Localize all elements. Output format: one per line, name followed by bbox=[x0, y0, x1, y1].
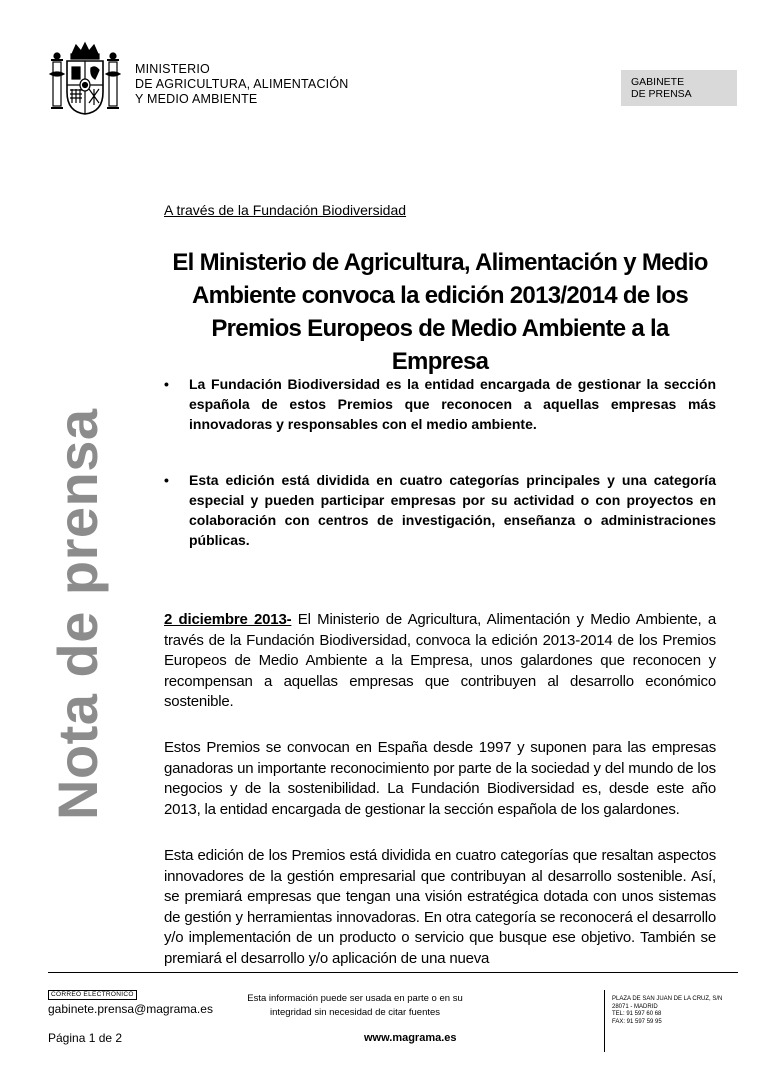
address-line: FAX: 91 597 59 95 bbox=[612, 1018, 662, 1025]
press-release-side-label: Nota de prensa bbox=[46, 408, 109, 820]
postal-address bbox=[612, 996, 722, 1026]
email-label: CORREO ELECTRÓNICO bbox=[48, 990, 137, 1000]
ministry-line: Y MEDIO AMBIENTE bbox=[135, 92, 258, 106]
website-link[interactable]: www.magrama.es bbox=[364, 1032, 457, 1044]
address-line: 28071 - MADRID bbox=[612, 1003, 658, 1010]
body-paragraph-text: El Ministerio de Agricultura, Alimentación y Medio Ambiente, a través de la Fundación Biodiversidad, convoca la edición 2013-2014 de los Premios Europeos de Medio Ambiente a la Empresa, unos galardones que reconocen y recompensan a aquellas empresas que contribuyen al desarrollo económico sostenible. bbox=[164, 611, 716, 710]
address-line: PLAZA DE SAN JUAN DE LA CRUZ, S/N bbox=[612, 996, 723, 1002]
usage-notice: Esta información puede ser usada en parte o en su integridad sin necesidad de citar fuentes bbox=[247, 993, 463, 1018]
kicker-heading: A través de la Fundación Biodiversidad bbox=[164, 202, 407, 218]
footer-divider bbox=[48, 972, 738, 973]
contact-email-link[interactable]: gabinete.prensa@magrama.es bbox=[48, 1002, 213, 1016]
body-paragraph: Estos Premios se convocan en España desde 1997 y suponen para las empresas ganadoras un importante reconocimiento por parte de la sociedad y del mundo de los negocios y de la sostenibilidad. La Fundación Biodiversidad es, desde este año 2013, la entidad encargada de gestionar la sección española de los galardones. bbox=[164, 739, 716, 818]
summary-bullet bbox=[164, 470, 716, 550]
page-number: Página 1 de 2 bbox=[48, 1031, 123, 1045]
body-paragraph bbox=[164, 610, 716, 713]
footer-vertical-divider bbox=[604, 990, 605, 1052]
ministry-line: MINISTERIO bbox=[135, 62, 210, 76]
coat-of-arms-icon bbox=[48, 40, 122, 118]
bullet-icon: • bbox=[164, 472, 169, 488]
summary-bullet bbox=[164, 374, 716, 434]
summary-bullet-text: La Fundación Biodiversidad es la entidad encargada de gestionar la sección española de estos Premios que reconocen a aquellas empresas más innovadoras y responsables con el medio ambiente. bbox=[189, 376, 716, 432]
press-office-line: DE PRENSA bbox=[631, 88, 692, 100]
address-line: TEL: 91 597 60 68 bbox=[612, 1011, 662, 1017]
body-paragraph: Esta edición de los Premios está dividida en cuatro categorías que resaltan aspectos innovadores de la gestión empresarial que contribuyan al desarrollo sostenible. Así, se premiará empresas que tengan una visión estratégica dotada con unos sistemas de gestión y herramientas innovadoras. En otra categoría se reconocerá el desarrollo y/o implementación de un producto o servicio que busque ese objetivo. También se premiará el desarrollo y/o aplicación de una nueva bbox=[164, 847, 716, 967]
ministry-name bbox=[135, 62, 349, 107]
bullet-icon: • bbox=[164, 376, 169, 392]
press-office-line: GABINETE bbox=[631, 76, 685, 88]
summary-bullet-text: Esta edición está dividida en cuatro categorías principales y una categoría especial y pueden participar empresas por su actividad o con proyectos en colaboración con centros de investigación, enseñanza o administraciones públicas. bbox=[189, 472, 716, 548]
dateline: 2 diciembre 2013- bbox=[164, 611, 292, 628]
press-office-box bbox=[621, 70, 737, 106]
headline: El Ministerio de Agricultura, Alimentación y Medio Ambiente convoca la edición 2013/2014 de los Premios Europeos de Medio Ambiente a la Empresa bbox=[172, 249, 708, 375]
ministry-line: DE AGRICULTURA, ALIMENTACIÓN bbox=[135, 77, 349, 91]
